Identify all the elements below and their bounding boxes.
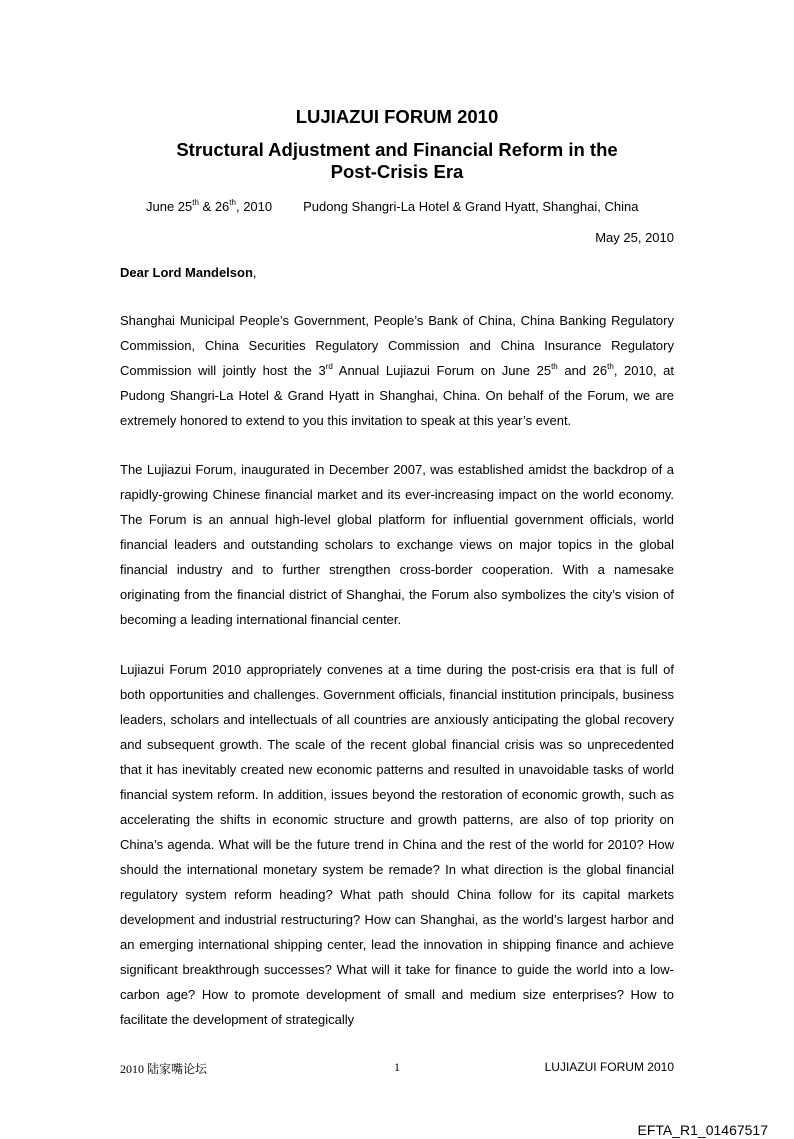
bates-number: EFTA_R1_01467517 [637,1122,768,1138]
letter-date: May 25, 2010 [595,230,674,245]
event-venue: Pudong Shangri-La Hotel & Grand Hyatt, Shanghai, China [303,199,639,214]
page-number: 1 [394,1060,400,1074]
salutation: Dear Lord Mandelson, [120,265,257,280]
document-subtitle-line1: Structural Adjustment and Financial Reform in the [176,139,618,160]
document-subtitle-line2: Post-Crisis Era [330,161,464,182]
event-info [146,199,638,214]
paragraph-3: Lujiazui Forum 2010 appropriately convenes at a time during the post-crisis era that is full of both opportunities and challenges. Government officials, financial institution principals, business leaders, scholars and intellectuals of all countries are anxiously anticipating the global recovery and subsequent growth. The scale of the recent global financial crisis was so unprecedented that it has inevitably created new economic patterns and resulted in unavoidable tasks of world financial system reform. In addition, issues beyond the restoration of economic growth, such as accelerating the shifts in economic structure and growth patterns, are also of top priority on China’s agenda. What will be the future trend in China and the rest of the world for 2010? How should the international monetary system be remade? In what direction is the global financial regulatory system reform heading? What path should China follow for its capital markets development and industrial restructuring? How can Shanghai, as the world’s largest harbor and an emerging international shipping center, lead the innovation in shipping finance and achieve significant breakthrough successes? What will it take for finance to guide the world into a low-carbon age? How to promote development of small and medium size enterprises? How to facilitate the development of strategically [120,662,674,1027]
paragraph-2: The Lujiazui Forum, inaugurated in December 2007, was established amidst the backdrop of a rapidly-growing Chinese financial market and its ever-increasing impact on the world economy. The Forum is an annual high-level global platform for influential government officials, world financial leaders and outstanding scholars to exchange views on major topics in the global financial industry and to further strengthen cross-border cooperation. With a namesake originating from the financial district of Shanghai, the Forum also symbolizes the city’s vision of becoming a leading international financial center. [120,462,674,627]
footer-left: 2010 陆家嘴论坛 [120,1062,208,1076]
footer-right: LUJIAZUI FORUM 2010 [544,1060,674,1074]
document-title: LUJIAZUI FORUM 2010 [295,106,499,127]
event-dates: June 25th & 26th, 2010 [146,198,273,214]
paragraph-1: Shanghai Municipal People’s Government, People’s Bank of China, China Banking Regulatory Commission, China Securities Regulatory Commission and China Insurance Regulatory Commission will jointly host the 3rd Annual Lujiazui Forum on June 25th and 26th, 2010, at Pudong Shangri-La Hotel & Grand Hyatt in Shanghai, China. On behalf of the Forum, we are extremely honored to extend to you this invitation to speak at this year’s event. [120,313,675,428]
